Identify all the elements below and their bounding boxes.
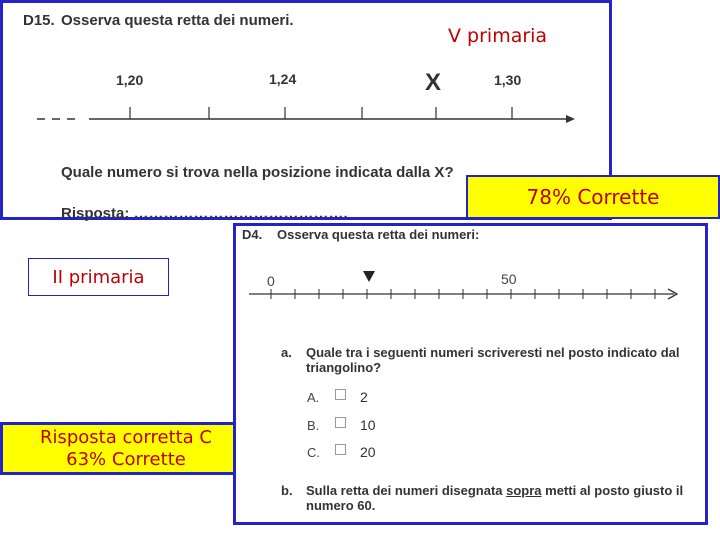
result-percent-text: 78% Corrette <box>526 185 660 209</box>
tick-label-1-24: 1,24 <box>269 71 297 87</box>
underlined-word: sopra <box>506 483 542 498</box>
option-c-value: 20 <box>360 444 376 460</box>
correct-answer-text: Risposta corretta C <box>39 426 213 448</box>
question-d4-code: D4. <box>242 227 263 242</box>
triangle-marker <box>363 271 375 282</box>
tick-label-1-30: 1,30 <box>494 72 522 88</box>
part-a-question-line2: triangolino? <box>306 360 382 375</box>
result-percent-text-bottom: 63% Corrette <box>66 448 186 470</box>
result-answer-box-bottom <box>0 422 252 475</box>
answer-line-label: Risposta: ……………………………………. <box>61 205 348 222</box>
number-line-d4 <box>236 226 705 316</box>
question-d4-panel <box>233 223 708 525</box>
part-a-letter: a. <box>281 345 292 360</box>
option-a-value: 2 <box>360 389 368 405</box>
x-position-marker: X <box>425 69 442 96</box>
part-b-question-line1: Sulla retta dei numeri disegnata sopra metti al posto giusto il <box>306 483 684 498</box>
grade-tag-v-primaria: V primaria <box>448 25 548 47</box>
option-c-checkbox[interactable] <box>335 444 346 455</box>
option-b-checkbox[interactable] <box>335 417 346 428</box>
option-a-checkbox[interactable] <box>335 389 346 400</box>
number-line-d15 <box>3 3 609 143</box>
option-c-letter: C. <box>307 445 320 460</box>
option-a-letter: A. <box>307 390 320 405</box>
grade-tag-ii-primaria <box>28 258 169 296</box>
part-b-question-line2: numero 60. <box>306 498 376 513</box>
question-d15-code: D15. <box>23 12 55 29</box>
tick-label-1-20: 1,20 <box>116 72 144 88</box>
grade-tag-ii-text: II primaria <box>52 266 145 288</box>
part-b-letter: b. <box>281 483 293 498</box>
tick-label-0: 0 <box>267 273 275 289</box>
question-d15-prompt: Quale numero si trova nella posizione indicata dalla X? <box>61 164 454 181</box>
option-b-letter: B. <box>307 418 320 433</box>
result-percent-box-top <box>466 175 720 219</box>
question-d4-title: Osserva questa retta dei numeri: <box>277 227 480 242</box>
question-d15-title: Osserva questa retta dei numeri. <box>61 12 294 29</box>
tick-label-50: 50 <box>501 271 517 287</box>
part-a-question-line1: Quale tra i seguenti numeri scriveresti nel posto indicato dal <box>306 345 680 360</box>
option-b-value: 10 <box>360 417 376 433</box>
